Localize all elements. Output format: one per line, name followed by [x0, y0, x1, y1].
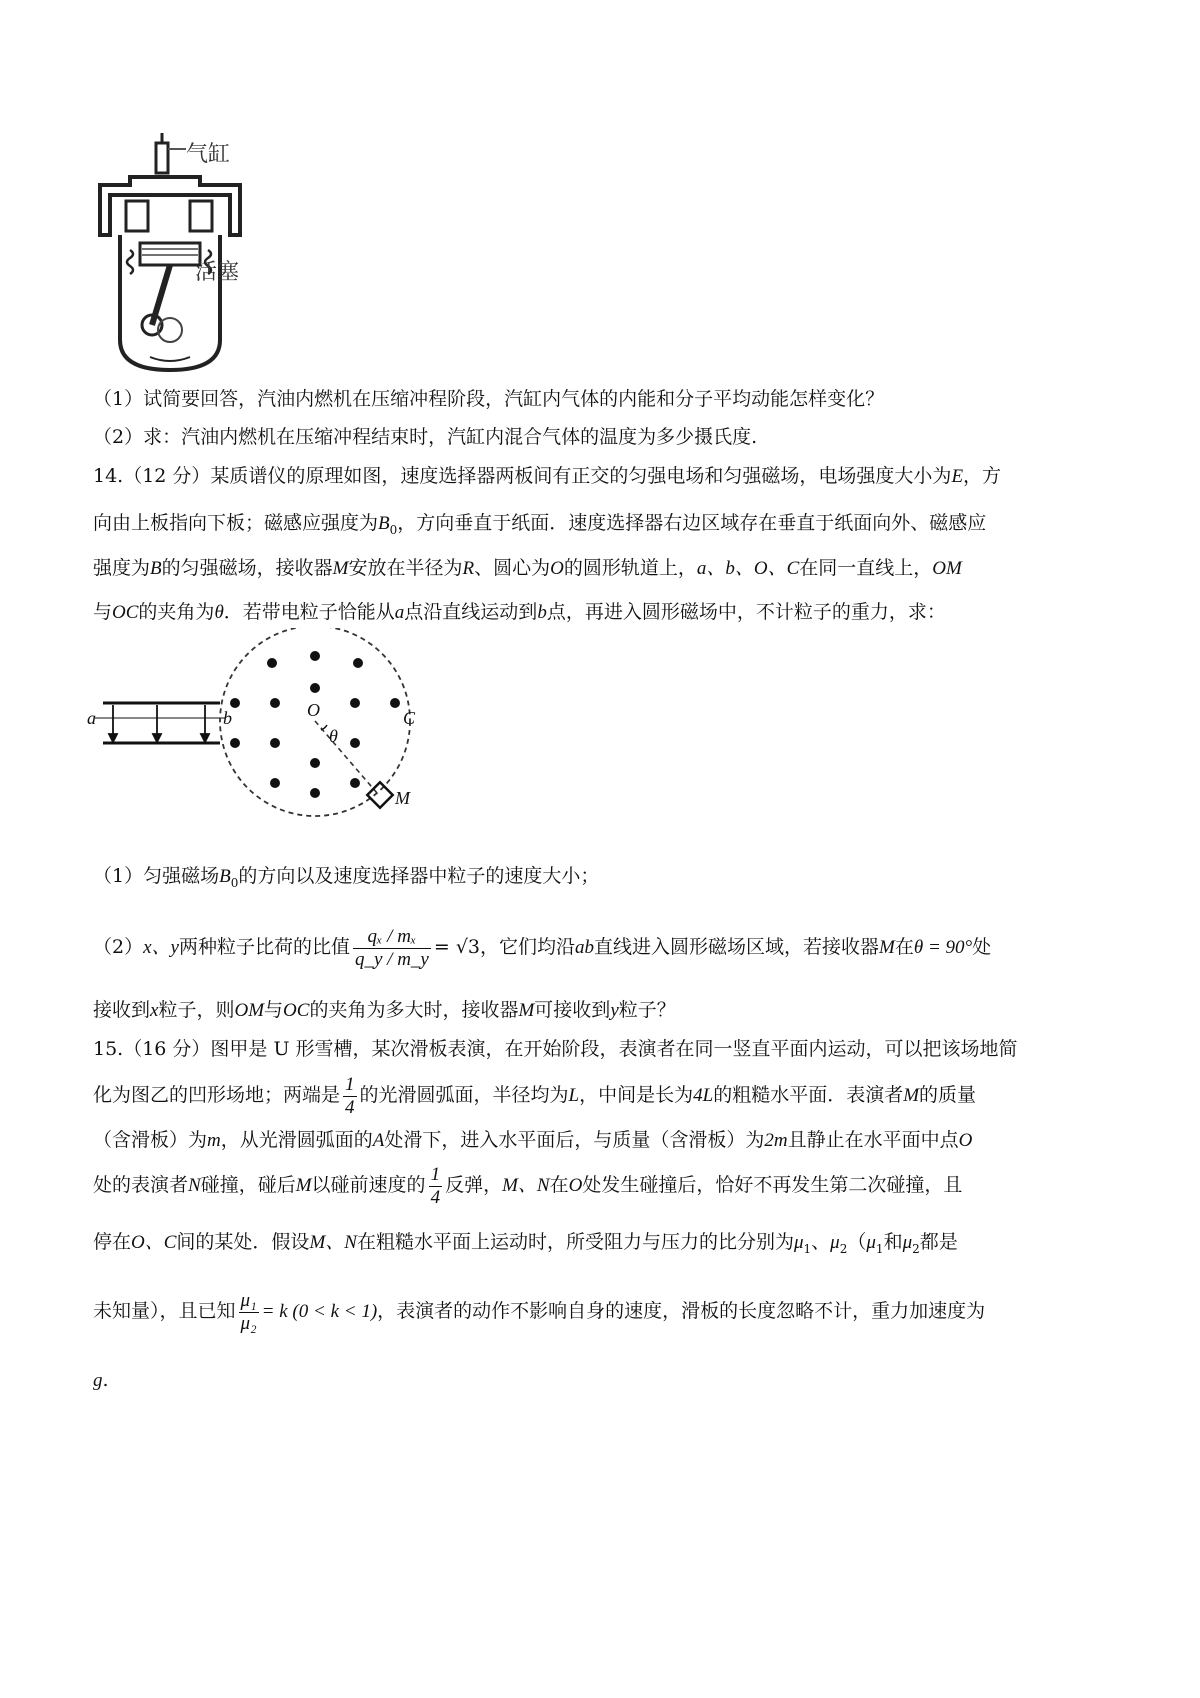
- piston-label: 活塞: [195, 260, 240, 285]
- q15-line4: 处的表演者N碰撞，碰后M以碰前速度的 $\frac{1}{4}$ 反弹，M、N在O处发生碰撞后，恰好不再发生第二次碰撞，且: [93, 1163, 963, 1208]
- mass-spectrometer-figure: [85, 628, 425, 838]
- q15-line6: 未知量），且已知 $\frac{\text{μ₁}}{\text{μ₂}}$ = k (0 < k < 1)，表演者的动作不影响自身的速度，滑板的长度忽略不计，重力加速度为: [93, 1289, 986, 1334]
- q14-line3: 强度为B的匀强磁场，接收器M安放在半径为R、圆心为O的圆形轨道上，a、b、O、C在同一直线上，OM: [93, 557, 962, 579]
- label-theta: θ: [329, 726, 338, 746]
- q13-part1: （1）试简要回答，汽油内燃机在压缩冲程阶段，汽缸内气体的内能和分子平均动能怎样变化？: [93, 388, 885, 410]
- label-M: M: [395, 788, 410, 808]
- q15-line5: 停在O、C间的某处．假设M、N在粗糙水平面上运动时，所受阻力与压力的比分别为$\mu_1$、$\mu_2(\mu_1$和$\mu_2$都是: [93, 1231, 958, 1256]
- q15-line3: （含滑板）为m，从光滑圆弧面的A处滑下，进入水平面后，与质量（含滑板）为2m且静止在水平面中点O: [93, 1129, 973, 1151]
- q14-part2: （2）x、y两种粒子比荷的比值 $\frac{\text{qₓ / mₓ}}{q\_y / m\_y}$ = √3，它们均沿ab直线进入圆形磁场区域，若接收器M在θ = 90°处: [93, 925, 992, 970]
- q14-part1: （1）匀强磁场$B_0$的方向以及速度选择器中粒子的速度大小；: [93, 865, 600, 890]
- q15-line2: 化为图乙的凹形场地；两端是 $\frac{1}{4}$ 的光滑圆弧面，半径均为L，中间是长为4L的粗糙水平面．表演者M的质量: [93, 1073, 977, 1118]
- label-a: a: [87, 708, 96, 728]
- q15-line7: g.: [93, 1369, 109, 1391]
- q14-line4: 与OC的夹角为θ．若带电粒子恰能从a点沿直线运动到b点，再进入圆形磁场中，不计粒子的重力，求：: [93, 601, 946, 623]
- cylinder-label: 气缸: [186, 142, 231, 167]
- label-b: b: [223, 708, 232, 728]
- q14-line2: 向由上板指向下板；磁感应强度为$B_0$，方向垂直于纸面．速度选择器右边区域存在垂直于纸面向外、磁感应: [93, 512, 987, 537]
- q14-line1: 14.（12 分）某质谱仪的原理如图，速度选择器两板间有正交的匀强电场和匀强磁场，电场强度大小为E，方: [93, 465, 1002, 487]
- q14-part2-line2: 接收到x粒子，则OM与OC的夹角为多大时，接收器M可接收到y粒子？: [93, 999, 676, 1021]
- label-C: C: [403, 708, 416, 728]
- label-O: O: [307, 700, 320, 720]
- q13-part2: （2）求：汽油内燃机在压缩冲程结束时，汽缸内混合气体的温度为多少摄氏度.: [93, 426, 758, 448]
- engine-cylinder-figure: [90, 125, 280, 375]
- q15-line1: 15.（16 分）图甲是 U 形雪槽，某次滑板表演，在开始阶段，表演者在同一竖直平面内运动，可以把该场地简: [93, 1038, 1018, 1060]
